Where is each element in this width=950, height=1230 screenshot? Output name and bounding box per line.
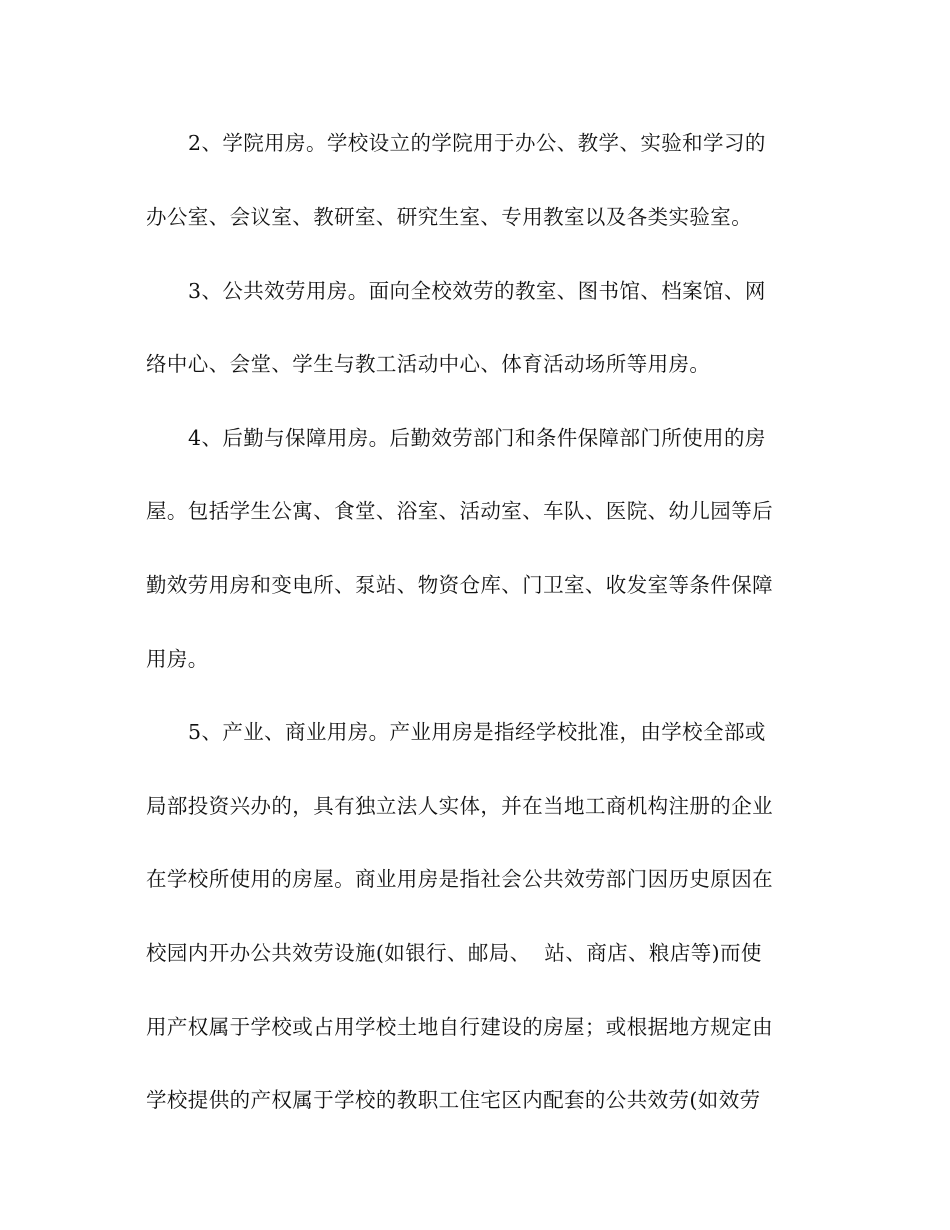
paragraph-2-line-1: 2、学院用房。学校设立的学院用于办公、教学、实验和学习的 bbox=[188, 131, 766, 155]
paragraph-3-line-2: 络中心、会堂、学生与教工活动中心、体育活动场所等用房。 bbox=[146, 352, 711, 376]
paragraph-5-line-4: 校园内开办公共效劳设施(如银行、邮局、 站、商店、粮店等)而使 bbox=[146, 941, 762, 965]
paragraph-5-line-5: 用产权属于学校或占用学校土地自行建设的房屋；或根据地方规定由 bbox=[146, 1015, 773, 1039]
paragraph-3-line-1: 3、公共效劳用房。面向全校效劳的教室、图书馆、档案馆、网 bbox=[188, 279, 766, 303]
paragraph-5-line-1: 5、产业、商业用房。产业用房是指经学校批准，由学校全部或 bbox=[188, 720, 766, 744]
paragraph-5-line-6: 学校提供的产权属于学校的教职工住宅区内配套的公共效劳(如效劳 bbox=[146, 1088, 761, 1112]
paragraph-4-line-4: 用房。 bbox=[146, 647, 209, 671]
paragraph-4-line-1: 4、后勤与保障用房。后勤效劳部门和条件保障部门所使用的房 bbox=[188, 426, 766, 450]
paragraph-4-line-3: 勤效劳用房和变电所、泵站、物资仓库、门卫室、收发室等条件保障 bbox=[146, 573, 773, 597]
paragraph-2-line-2: 办公室、会议室、教研室、研究生室、专用教室以及各类实验室。 bbox=[146, 205, 753, 229]
paragraph-4-line-2: 屋。包括学生公寓、食堂、浴室、活动室、车队、医院、幼儿园等后 bbox=[146, 499, 773, 523]
paragraph-5-line-3: 在学校所使用的房屋。商业用房是指社会公共效劳部门因历史原因在 bbox=[146, 867, 773, 891]
paragraph-5-line-2: 局部投资兴办的，具有独立法人实体，并在当地工商机构注册的企业 bbox=[146, 794, 773, 818]
